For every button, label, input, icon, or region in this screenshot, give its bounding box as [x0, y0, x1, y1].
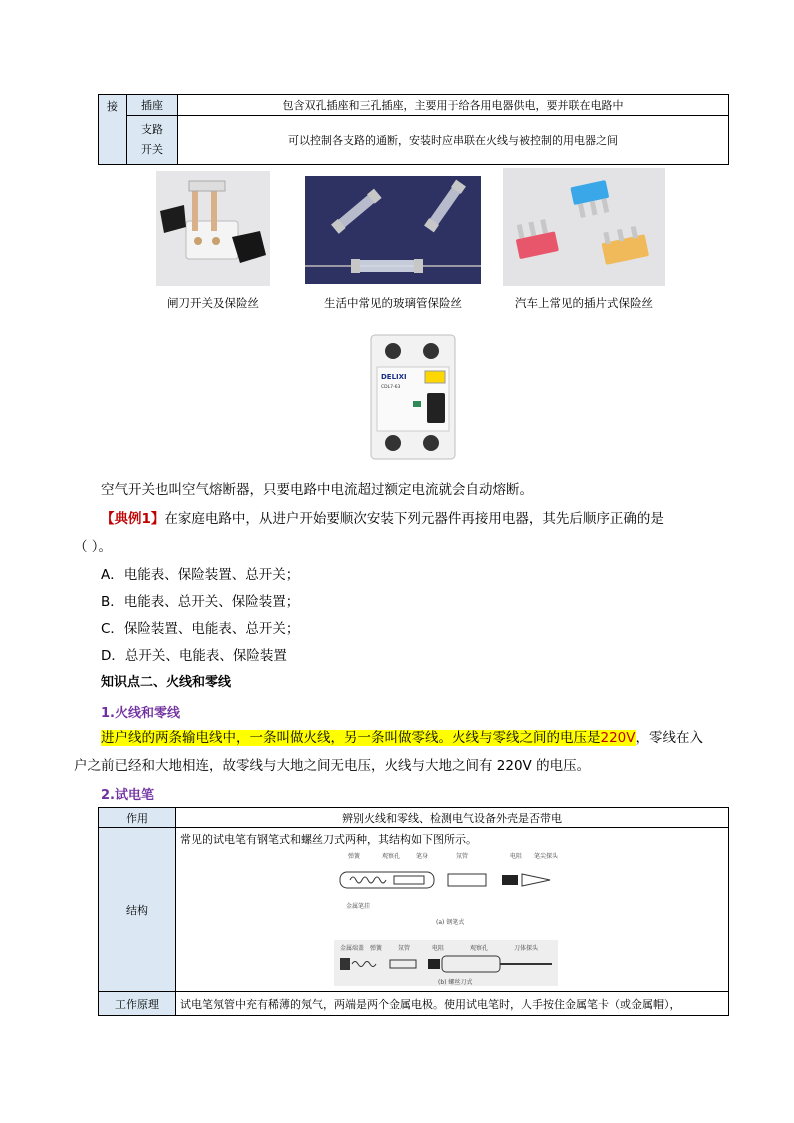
item-line: 开关: [141, 143, 163, 156]
pen-type-diagram: [340, 852, 559, 926]
diagram-label: 金属端盖: [340, 945, 365, 952]
example-question-line1: 在家庭电路中，从进户开始要顺次安装下列元器件再接用电器，其先后顺序正确的是: [164, 511, 664, 527]
option-b: B．电能表、总开关、保险装置；: [101, 594, 300, 610]
model-label: CDL7-63: [381, 385, 401, 390]
item-line: 支路: [141, 123, 163, 136]
option-d: D．总开关、电能表、保险装置: [101, 648, 287, 664]
diagram-label: 金属笔挂: [346, 903, 371, 910]
diagram-label: 氖管: [398, 945, 411, 952]
table-cell-category: 接: [99, 95, 127, 165]
knife-switch-photo: [156, 171, 270, 286]
diagram-caption: (b) 螺丝刀式: [438, 979, 473, 986]
live-neutral-paragraph-line1: [101, 729, 703, 747]
diagram-label: 电阻: [432, 945, 445, 952]
highlighted-text: 进户线的两条输电线中，一条叫做火线，另一条叫做零线。火线与零线之间的电压是: [101, 730, 601, 746]
live-neutral-paragraph-line2: 户之前已经和大地相连，故零线与大地之间无电压，火线与大地之间有 220V 的电压。: [74, 758, 591, 774]
table-cell-item: 插座: [127, 95, 178, 116]
table-cell-item: [127, 116, 178, 165]
test-pen-table: [98, 807, 729, 1016]
diagram-label: 笔尖探头: [534, 853, 559, 860]
diagram-label: 笔身: [416, 853, 429, 860]
diagram-label: 观察孔: [382, 853, 401, 860]
row-label-principle: 工作原理: [99, 992, 176, 1016]
paragraph-rest: ，零线在入: [635, 730, 704, 746]
circuit-breaker-photo: [363, 331, 463, 461]
diagram-caption: (a) 钢笔式: [436, 919, 465, 926]
table-cell-desc: 包含双孔插座和三孔插座，主要用于给各用电器供电，要并联在电路中: [178, 95, 729, 116]
row-label-function: 作用: [99, 808, 176, 828]
screwdriver-type-diagram: [334, 940, 558, 986]
top-table: [98, 94, 729, 165]
diagram-label: 氖管: [456, 853, 469, 860]
glass-fuse-photo: [305, 176, 481, 284]
voltage-value: 220V: [600, 730, 636, 746]
caption-glass-fuse: 生活中常见的玻璃管保险丝: [324, 296, 462, 310]
row-text-function: 辨别火线和零线、检测电气设备外壳是否带电: [176, 808, 729, 828]
row-label-structure: 结构: [99, 828, 176, 992]
diagram-label: 弹簧: [370, 945, 383, 952]
subheading-live-neutral: 1.火线和零线: [101, 706, 180, 721]
brand-label: DELIXI: [381, 373, 407, 381]
structure-text: 常见的试电笔有钢笔式和螺丝刀式两种，其结构如下图所示。: [180, 833, 477, 846]
row-structure-content: [176, 828, 729, 992]
caption-knife-switch: 闸刀开关及保险丝: [167, 296, 259, 310]
example-question: [101, 510, 664, 528]
diagram-label: 弹簧: [348, 853, 361, 860]
example-tag: 【典例1】: [101, 511, 165, 527]
table-cell-desc: 可以控制各支路的通断，安装时应串联在火线与被控制的用电器之间: [178, 116, 729, 165]
option-a: A．电能表、保险装置、总开关；: [101, 567, 300, 583]
diagram-label: 电阻: [510, 853, 523, 860]
option-c: C．保险装置、电能表、总开关；: [101, 621, 300, 637]
test-pen-diagram: [176, 848, 728, 988]
diagram-label: 刀体探头: [514, 945, 539, 952]
example-question-line2: （ ）。: [74, 539, 113, 555]
subheading-test-pen: 2.试电笔: [101, 788, 154, 803]
air-switch-paragraph: 空气开关也叫空气熔断器，只要电路中电流超过额定电流就会自动熔断。: [101, 482, 533, 498]
caption-blade-fuse: 汽车上常见的插片式保险丝: [515, 296, 653, 310]
diagram-label: 观察孔: [470, 945, 489, 952]
blade-fuse-photo: [503, 168, 665, 286]
row-text-principle: 试电笔氖管中充有稀薄的氖气，两端是两个金属电极。使用试电笔时，人手按住金属笔卡（或金属帽），: [176, 992, 729, 1016]
section-title: 知识点二、火线和零线: [101, 675, 232, 690]
